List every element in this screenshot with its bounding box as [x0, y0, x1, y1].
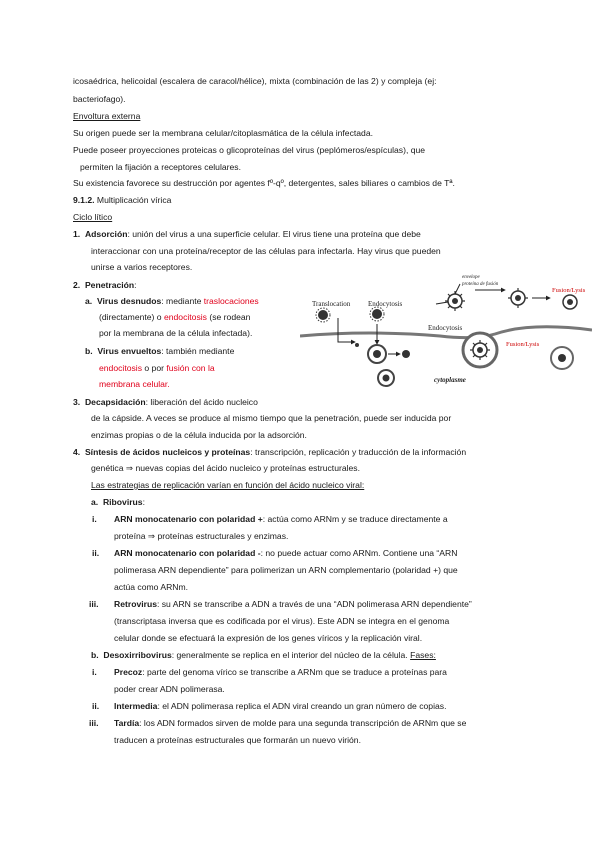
translocation-arrow	[338, 318, 355, 342]
decapsidacion-line-3: enzimas propias o de la célula inducida por la adsorción.	[91, 430, 307, 440]
penetracion-b-mark: b.	[85, 346, 93, 356]
penetracion-a-red-2: endocitosis	[163, 312, 207, 322]
desoxi-mark: b.	[91, 650, 99, 660]
label-endocytosis-side: Endocytosis	[428, 324, 463, 332]
fused-virus-icon	[563, 295, 577, 309]
penetracion-a-red-1: traslocaciones	[203, 296, 259, 306]
ribovirus-i-mark: i.	[92, 514, 97, 524]
decapsidacion-line-2: de la cápside. A veces se produce al mismo tiempo que la penetración, puede ser inducida por	[91, 413, 452, 423]
penetracion-b-text-1: : también mediante	[161, 346, 235, 356]
desoxi-ii-line-1	[92, 701, 446, 712]
large-endosome-icon	[463, 333, 497, 367]
released-genome-icon	[355, 343, 359, 347]
label-endocytosis-top: Endocytosis	[368, 300, 403, 308]
penetracion-number: 2.	[73, 280, 81, 290]
desoxi-i-line-1	[92, 667, 447, 678]
ribovirus-i-label: ARN monocatenario con polaridad +	[114, 514, 263, 524]
envoltura-heading: Envoltura externa	[73, 111, 141, 121]
envoltura-p1: Su origen puede ser la membrana celular/citoplasmática de la célula infectada.	[73, 128, 373, 138]
sintesis-number: 4.	[73, 447, 81, 457]
ribovirus-iii-line-2: (transcriptasa inversa que es codificada por el virus). Este ADN se integra en el genoma	[114, 616, 450, 626]
ribovirus-ii-text-1: : no puede actuar como ARNm. Contiene una “ARN	[260, 548, 458, 558]
penetracion-b-red-1: endocitosis	[99, 363, 142, 373]
label-fusion-lysis-1: Fusion/Lysis	[552, 287, 586, 294]
ribovirus-ii-line-2: polimerasa ARN dependiente” para polimerizan un ARN complementario (polaridad +) que	[114, 565, 458, 575]
ribovirus-iii-line-1	[89, 599, 472, 610]
section-heading	[73, 195, 171, 206]
intro-line-1: icosaédrica, helicoidal (escalera de caracol/hélice), mixta (combinación de las 2) y compleja (ej:	[73, 76, 437, 86]
envoltura-p3: Su existencia favorece su destrucción por agentes fº-qº, detergentes, sales biliares o cambios de Tª.	[73, 178, 455, 188]
desoxi-i-label: Precoz	[114, 667, 143, 677]
ribovirus-i-text-1: : actúa como ARNm y se traduce directamente a	[262, 514, 448, 524]
ribovirus-label: Ribovirus	[102, 497, 143, 507]
endosome-lower-icon	[378, 370, 394, 386]
envoltura-p2b: permiten la fijación a receptores celulares.	[80, 162, 241, 172]
penetracion-b-text-2: o por	[142, 363, 167, 373]
penetracion-a-mark: a.	[85, 296, 93, 306]
sintesis-label: Síntesis de ácidos nucleicos y proteínas	[84, 447, 251, 457]
penetracion-b-line-1	[85, 346, 234, 357]
ribovirus-line	[91, 497, 145, 508]
desoxi-ii-text-1: : el ADN polimerasa replica el ADN viral creando un gran número de copias.	[157, 701, 447, 711]
desoxi-i-line-2: poder crear ADN polimerasa.	[114, 684, 225, 694]
endosome-virus-icon	[368, 345, 386, 363]
section-number: 9.1.2.	[73, 195, 95, 205]
desoxi-iii-label: Tardía	[114, 718, 140, 728]
ribovirus-iii-label: Retrovirus	[114, 599, 157, 609]
penetracion-b-line-2	[99, 363, 215, 374]
adsorcion-number: 1.	[73, 229, 81, 239]
desoxi-iii-text-1: : los ADN formados sirven de molde para una segunda transcripción de ARNm que se	[139, 718, 467, 728]
penetracion-a-text-3: (se rodean	[206, 312, 251, 322]
desoxi-fases: Fases:	[410, 650, 436, 660]
envoltura-p2a: Puede poseer proyecciones proteicas o glicoproteínas del virus (peplómeros/espículas), que	[73, 145, 426, 155]
penetracion-a-line-3: por la membrana de la célula infectada).	[99, 328, 253, 338]
annotation-leader-2	[455, 284, 460, 294]
desoxi-iii-line-1	[89, 718, 466, 729]
naked-virus-endocytosis-icon	[370, 307, 384, 321]
desoxi-i-mark: i.	[92, 667, 97, 677]
desoxi-iii-line-2: traducen a proteínas estructurales que formarán un nuevo virión.	[114, 735, 361, 745]
fusion-virus-icon	[508, 288, 528, 308]
sintesis-line-2: genética ⇒ nuevas copias del ácido nucleico y proteínas estructurales.	[91, 463, 360, 473]
penetracion-b-red-2: fusión con la	[166, 363, 215, 373]
intro-line-2: bacteriofago).	[73, 94, 126, 104]
annotation-leader-1	[436, 302, 448, 304]
adsorcion-line-2: interaccionar con una proteína/receptor de las células para infectarla. Hay virus que pueden	[91, 246, 441, 256]
desoxi-iii-mark: iii.	[89, 718, 99, 728]
ribovirus-ii-mark: ii.	[92, 548, 100, 558]
sintesis-text-1: : transcripción, replicación y traducción de la información	[250, 447, 467, 457]
desoxi-ii-mark: ii.	[92, 701, 100, 711]
sintesis-strategies: Las estrategias de replicación varían en función del ácido nucleico viral:	[91, 480, 365, 490]
label-translocation: Translocation	[312, 300, 351, 308]
penetracion-b-line-3: membrana celular.	[99, 379, 170, 389]
ribovirus-i-line-1	[92, 514, 448, 525]
penetracion-line: 2. Penetración:	[73, 280, 137, 290]
ribovirus-ii-label: ARN monocatenario con polaridad -	[114, 548, 261, 558]
penetracion-a-line-1	[85, 296, 259, 307]
ribovirus-ii-line-1	[92, 548, 457, 559]
desoxi-line	[91, 650, 436, 661]
ribovirus-i-line-2: proteína ⇒ proteínas estructurales y enzimas.	[114, 531, 289, 541]
label-cytoplasm: cytoplasme	[434, 376, 466, 384]
ribovirus-mark: a.	[91, 497, 99, 507]
ribovirus-iii-line-3: celular donde se efectuará la expresión de los genes víricos y la replicación viral.	[114, 633, 423, 643]
desoxi-label: Desoxirribovirus	[103, 650, 172, 660]
penetracion-a-label: Virus desnudos	[96, 296, 162, 306]
label-annotation-2: proteína de fusión	[462, 282, 499, 287]
penetracion-a-line-2	[99, 312, 250, 323]
decapsidacion-text-1: : liberación del ácido nucleico	[145, 397, 258, 407]
adsorcion-label: Adsorción	[84, 229, 128, 239]
penetracion-label: Penetración	[84, 280, 135, 290]
label-fusion-lysis-2: Fusion/Lysis	[506, 341, 540, 348]
decapsidacion-label: Decapsidación	[84, 397, 146, 407]
ribovirus-ii-line-3: actúa como ARNm.	[114, 582, 189, 592]
penetracion-a-text-2: (directamente) o	[99, 312, 164, 322]
adsorcion-text-1: : unión del virus a una superficie celular. El virus tiene una proteína que debe	[127, 229, 421, 239]
desoxi-text-1: : generalmente se replica en el interior del núcleo de la célula.	[171, 650, 411, 660]
adsorcion-line-3: unirse a varios receptores.	[91, 262, 193, 272]
penetracion-a-text-1: : mediante	[161, 296, 204, 306]
penetracion-b-label: Virus envueltos	[97, 346, 162, 356]
ciclo-heading: Ciclo lítico	[73, 212, 113, 222]
ribovirus-iii-mark: iii.	[89, 599, 99, 609]
adsorcion-line-1	[73, 229, 421, 240]
virus-penetration-diagram	[300, 270, 592, 388]
ribovirus-colon: :	[142, 497, 145, 507]
sintesis-line-1	[73, 447, 466, 458]
naked-virus-translocation-icon	[316, 308, 330, 322]
uncoated-virus-icon	[402, 350, 410, 358]
desoxi-ii-label: Intermedia	[114, 701, 158, 711]
section-title: Multiplicación vírica	[96, 195, 172, 205]
desoxi-i-text-1: : parte del genoma vírico se transcribe a ARNm que se traduce a proteínas para	[142, 667, 447, 677]
decapsidacion-number: 3.	[73, 397, 81, 407]
ribovirus-iii-text-1: : su ARN se transcribe a ADN a través de una “ADN polimerasa ARN dependiente”	[156, 599, 472, 609]
decapsidacion-line-1	[73, 397, 258, 408]
label-annotation-1: envelope	[462, 275, 480, 280]
released-virus-icon	[551, 347, 573, 369]
